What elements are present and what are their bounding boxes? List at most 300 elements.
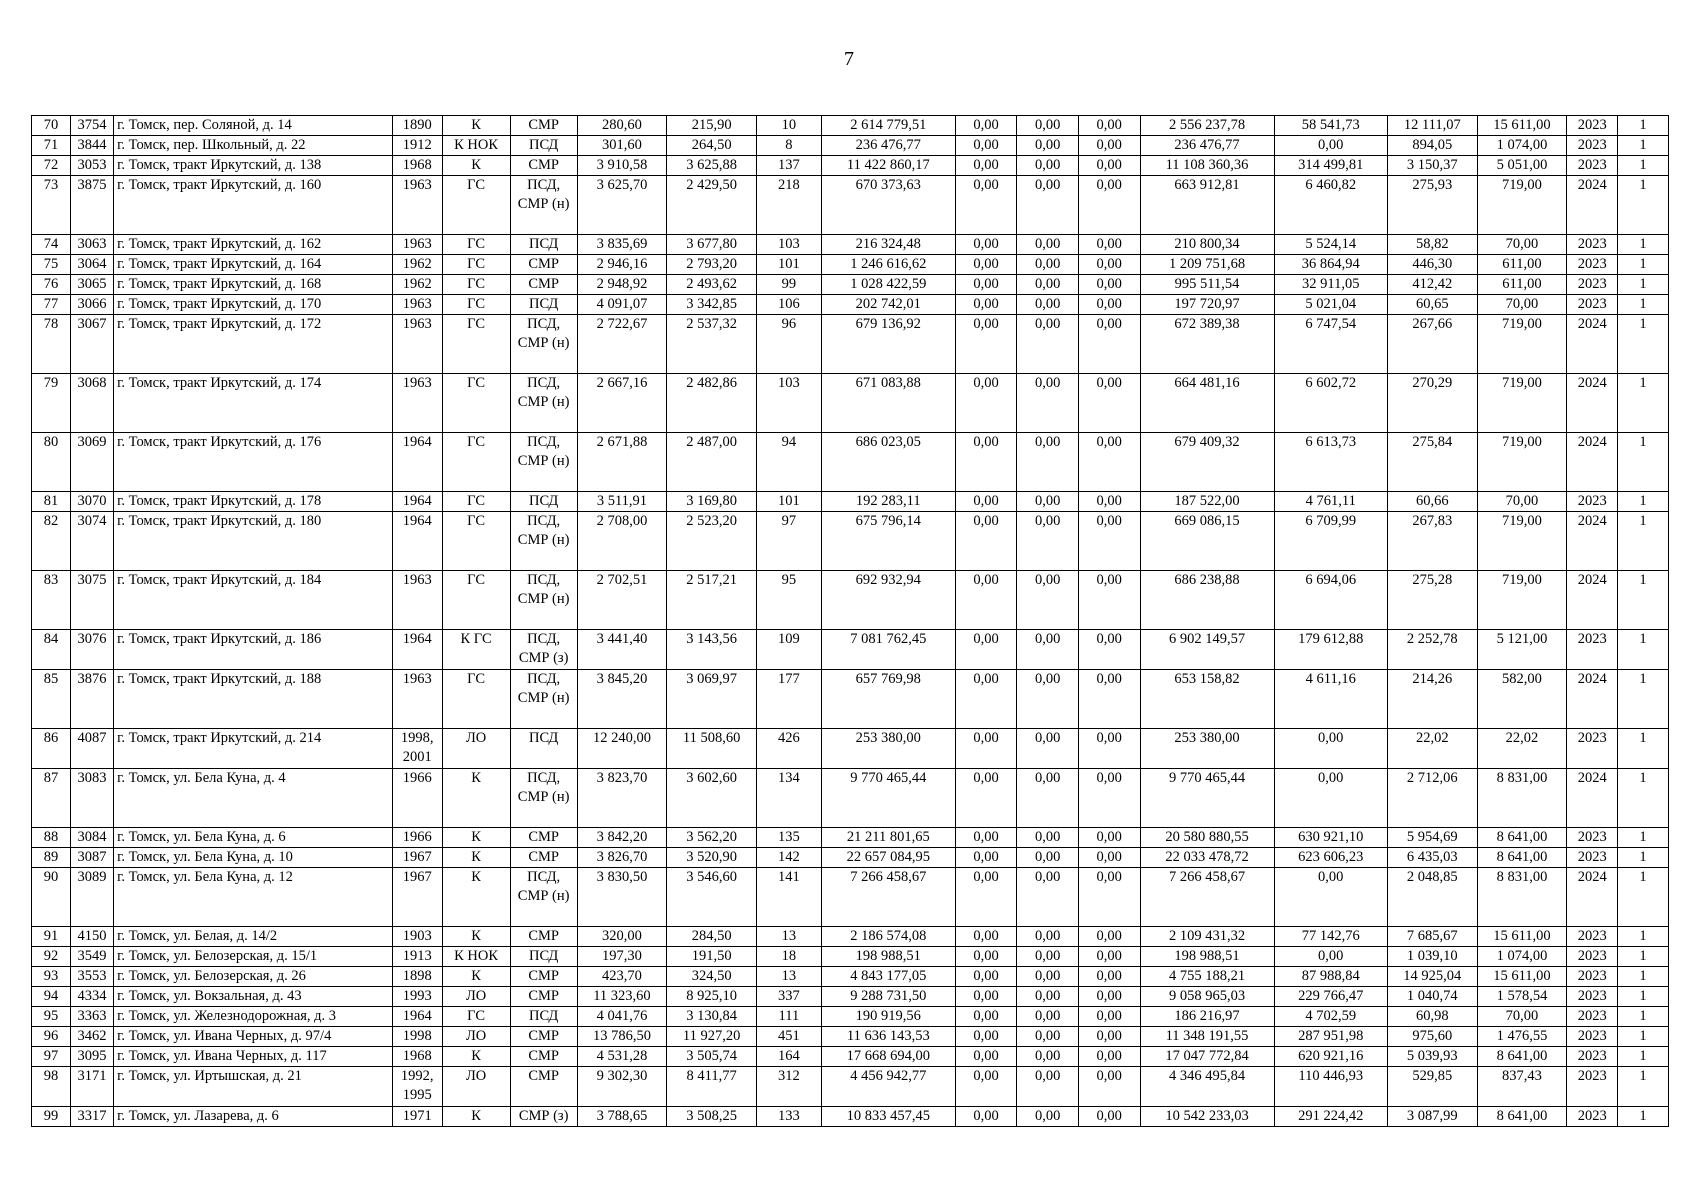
cell-row-number: 94 [32,987,71,1007]
table-row [32,116,1669,136]
cell-unit-cost: 267,66 [1387,315,1477,374]
cell-fund-local: 0,00 [1078,670,1140,729]
cell-fund-owners: 2 109 431,32 [1140,927,1274,947]
cell-fund-regional: 0,00 [1017,1027,1079,1047]
cell-unit-cost-limit: 1 074,00 [1477,947,1567,967]
cell-wall-material: К НОК [442,947,510,967]
cell-building-id: 3171 [70,1067,113,1107]
cell-building-id: 3462 [70,1027,113,1047]
cell-fund-local: 0,00 [1078,136,1140,156]
cell-total-area: 2 667,16 [577,374,667,433]
cell-residents: 109 [756,630,821,670]
cell-year-built: 1898 [392,967,442,987]
table-row [32,275,1669,295]
cell-address: г. Томск, ул. Бела Куна, д. 6 [114,828,393,848]
cell-fund-regional: 0,00 [1017,947,1079,967]
cell-building-id: 3069 [70,433,113,492]
cell-total-cost: 4 843 177,05 [821,967,955,987]
cell-building-id: 3053 [70,156,113,176]
cell-fund-other: 6 460,82 [1274,176,1387,235]
cell-year-planned: 2023 [1567,156,1618,176]
cell-fund-regional: 0,00 [1017,116,1079,136]
cell-wall-material: К ГС [442,630,510,670]
cell-work-type: ПСД [510,492,577,512]
cell-work-type: ПСД [510,1007,577,1027]
cell-row-number: 93 [32,967,71,987]
cell-fund-other: 6 613,73 [1274,433,1387,492]
cell-fund-other: 4 611,16 [1274,670,1387,729]
cell-wall-material: ГС [442,433,510,492]
cell-work-type: СМР [510,1067,577,1107]
cell-building-id: 3317 [70,1107,113,1127]
cell-year-planned: 2023 [1567,235,1618,255]
cell-method: 1 [1618,1047,1669,1067]
cell-address: г. Томск, ул. Лазарева, д. 6 [114,1107,393,1127]
cell-fund-other: 6 694,06 [1274,571,1387,630]
cell-total-area: 3 511,91 [577,492,667,512]
cell-work-type: ПСД [510,729,577,769]
cell-fund-regional: 0,00 [1017,315,1079,374]
cell-living-area: 2 523,20 [667,512,757,571]
cell-fund-owners: 11 348 191,55 [1140,1027,1274,1047]
cell-residents: 101 [756,492,821,512]
cell-residents: 133 [756,1107,821,1127]
cell-address: г. Томск, ул. Белая, д. 14/2 [114,927,393,947]
cell-work-type: ПСД, СМР (н) [510,571,577,630]
cell-fund-local: 0,00 [1078,630,1140,670]
cell-year-planned: 2023 [1567,492,1618,512]
table-row [32,729,1669,769]
cell-year-planned: 2023 [1567,927,1618,947]
cell-fund-owners: 253 380,00 [1140,729,1274,769]
cell-row-number: 71 [32,136,71,156]
cell-unit-cost-limit: 5 121,00 [1477,630,1567,670]
cell-total-area: 3 625,70 [577,176,667,235]
cell-building-id: 3067 [70,315,113,374]
cell-method: 1 [1618,374,1669,433]
table-row [32,1027,1669,1047]
cell-fund-regional: 0,00 [1017,512,1079,571]
cell-unit-cost-limit: 70,00 [1477,235,1567,255]
table-row [32,571,1669,630]
cell-wall-material: ГС [442,512,510,571]
cell-fund-other: 0,00 [1274,729,1387,769]
cell-fund-local: 0,00 [1078,571,1140,630]
cell-living-area: 2 429,50 [667,176,757,235]
cell-year-planned: 2024 [1567,769,1618,828]
cell-wall-material: ЛО [442,987,510,1007]
cell-fund-other: 623 606,23 [1274,848,1387,868]
cell-year-built: 1968 [392,156,442,176]
cell-row-number: 79 [32,374,71,433]
cell-row-number: 74 [32,235,71,255]
cell-year-planned: 2023 [1567,1007,1618,1027]
cell-fund-regional: 0,00 [1017,275,1079,295]
cell-fund-federal: 0,00 [955,1047,1017,1067]
cell-total-area: 4 091,07 [577,295,667,315]
cell-living-area: 284,50 [667,927,757,947]
cell-year-built: 1963 [392,571,442,630]
cell-total-cost: 198 988,51 [821,947,955,967]
cell-year-planned: 2023 [1567,295,1618,315]
cell-fund-other: 36 864,94 [1274,255,1387,275]
cell-unit-cost-limit: 719,00 [1477,512,1567,571]
table-row [32,235,1669,255]
cell-total-cost: 4 456 942,77 [821,1067,955,1107]
cell-method: 1 [1618,156,1669,176]
cell-fund-owners: 672 389,38 [1140,315,1274,374]
cell-address: г. Томск, ул. Иртышская, д. 21 [114,1067,393,1107]
cell-total-area: 320,00 [577,927,667,947]
cell-fund-other: 0,00 [1274,947,1387,967]
cell-fund-federal: 0,00 [955,255,1017,275]
cell-fund-owners: 186 216,97 [1140,1007,1274,1027]
cell-row-number: 70 [32,116,71,136]
cell-building-id: 4150 [70,927,113,947]
cell-fund-owners: 9 770 465,44 [1140,769,1274,828]
cell-fund-local: 0,00 [1078,374,1140,433]
cell-row-number: 81 [32,492,71,512]
cell-year-planned: 2023 [1567,1047,1618,1067]
cell-year-planned: 2023 [1567,255,1618,275]
table-row [32,512,1669,571]
cell-fund-other: 5 524,14 [1274,235,1387,255]
cell-unit-cost: 2 252,78 [1387,630,1477,670]
cell-year-built: 1964 [392,492,442,512]
cell-total-area: 9 302,30 [577,1067,667,1107]
cell-address: г. Томск, ул. Бела Куна, д. 12 [114,868,393,927]
cell-fund-federal: 0,00 [955,868,1017,927]
page-number: 7 [844,48,854,70]
cell-building-id: 3844 [70,136,113,156]
cell-unit-cost-limit: 22,02 [1477,729,1567,769]
cell-building-id: 3084 [70,828,113,848]
cell-unit-cost-limit: 15 611,00 [1477,927,1567,947]
cell-unit-cost-limit: 719,00 [1477,315,1567,374]
cell-method: 1 [1618,315,1669,374]
cell-fund-other: 314 499,81 [1274,156,1387,176]
cell-fund-owners: 6 902 149,57 [1140,630,1274,670]
cell-wall-material: К [442,848,510,868]
cell-fund-local: 0,00 [1078,868,1140,927]
cell-building-id: 3089 [70,868,113,927]
cell-fund-local: 0,00 [1078,1027,1140,1047]
cell-wall-material: ГС [442,275,510,295]
cell-method: 1 [1618,255,1669,275]
cell-fund-regional: 0,00 [1017,828,1079,848]
cell-row-number: 80 [32,433,71,492]
table-row [32,315,1669,374]
cell-fund-regional: 0,00 [1017,868,1079,927]
cell-fund-other: 4 761,11 [1274,492,1387,512]
cell-residents: 218 [756,176,821,235]
cell-total-area: 280,60 [577,116,667,136]
cell-year-planned: 2023 [1567,1027,1618,1047]
cell-fund-other: 291 224,42 [1274,1107,1387,1127]
cell-living-area: 324,50 [667,967,757,987]
cell-fund-regional: 0,00 [1017,1067,1079,1107]
cell-fund-regional: 0,00 [1017,967,1079,987]
cell-fund-local: 0,00 [1078,433,1140,492]
cell-unit-cost-limit: 611,00 [1477,255,1567,275]
cell-living-area: 2 493,62 [667,275,757,295]
cell-total-cost: 216 324,48 [821,235,955,255]
cell-fund-federal: 0,00 [955,967,1017,987]
cell-living-area: 3 169,80 [667,492,757,512]
cell-total-cost: 671 083,88 [821,374,955,433]
cell-wall-material: ГС [442,670,510,729]
cell-method: 1 [1618,512,1669,571]
cell-fund-local: 0,00 [1078,235,1140,255]
cell-unit-cost-limit: 8 641,00 [1477,848,1567,868]
cell-unit-cost: 529,85 [1387,1067,1477,1107]
cell-fund-other: 0,00 [1274,769,1387,828]
cell-address: г. Томск, тракт Иркутский, д. 168 [114,275,393,295]
cell-method: 1 [1618,275,1669,295]
cell-year-planned: 2024 [1567,374,1618,433]
cell-fund-local: 0,00 [1078,828,1140,848]
cell-building-id: 3075 [70,571,113,630]
cell-fund-owners: 187 522,00 [1140,492,1274,512]
cell-address: г. Томск, тракт Иркутский, д. 138 [114,156,393,176]
cell-method: 1 [1618,492,1669,512]
cell-total-cost: 22 657 084,95 [821,848,955,868]
cell-fund-regional: 0,00 [1017,1007,1079,1027]
cell-total-cost: 21 211 801,65 [821,828,955,848]
cell-total-cost: 657 769,98 [821,670,955,729]
cell-living-area: 191,50 [667,947,757,967]
cell-fund-owners: 210 800,34 [1140,235,1274,255]
cell-fund-federal: 0,00 [955,433,1017,492]
cell-residents: 426 [756,729,821,769]
cell-building-id: 3063 [70,235,113,255]
cell-row-number: 77 [32,295,71,315]
cell-year-planned: 2024 [1567,571,1618,630]
cell-fund-owners: 4 346 495,84 [1140,1067,1274,1107]
cell-fund-other: 87 988,84 [1274,967,1387,987]
cell-wall-material: ЛО [442,1027,510,1047]
cell-year-built: 1964 [392,1007,442,1027]
cell-year-planned: 2023 [1567,967,1618,987]
cell-method: 1 [1618,769,1669,828]
cell-wall-material: ГС [442,315,510,374]
cell-fund-local: 0,00 [1078,295,1140,315]
cell-year-built: 1971 [392,1107,442,1127]
cell-fund-local: 0,00 [1078,156,1140,176]
cell-total-area: 2 722,67 [577,315,667,374]
cell-building-id: 3087 [70,848,113,868]
cell-total-area: 2 946,16 [577,255,667,275]
cell-fund-federal: 0,00 [955,729,1017,769]
cell-building-id: 3553 [70,967,113,987]
cell-method: 1 [1618,1007,1669,1027]
cell-fund-local: 0,00 [1078,176,1140,235]
cell-method: 1 [1618,868,1669,927]
table-row [32,176,1669,235]
cell-residents: 111 [756,1007,821,1027]
cell-unit-cost: 214,26 [1387,670,1477,729]
cell-unit-cost: 7 685,67 [1387,927,1477,947]
cell-fund-federal: 0,00 [955,828,1017,848]
cell-total-cost: 11 636 143,53 [821,1027,955,1047]
cell-work-type: ПСД [510,947,577,967]
cell-fund-other: 4 702,59 [1274,1007,1387,1027]
cell-year-built: 1964 [392,630,442,670]
cell-building-id: 3083 [70,769,113,828]
cell-unit-cost: 412,42 [1387,275,1477,295]
cell-row-number: 73 [32,176,71,235]
registry-body [32,116,1669,1127]
cell-year-planned: 2023 [1567,987,1618,1007]
cell-work-type: ПСД, СМР (н) [510,315,577,374]
cell-year-built: 1963 [392,176,442,235]
cell-residents: 101 [756,255,821,275]
cell-year-planned: 2024 [1567,868,1618,927]
cell-wall-material: ГС [442,176,510,235]
cell-unit-cost: 3 087,99 [1387,1107,1477,1127]
cell-year-planned: 2023 [1567,630,1618,670]
cell-residents: 94 [756,433,821,492]
cell-fund-owners: 11 108 360,36 [1140,156,1274,176]
cell-unit-cost-limit: 719,00 [1477,433,1567,492]
cell-residents: 95 [756,571,821,630]
cell-fund-other: 6 747,54 [1274,315,1387,374]
table-row [32,868,1669,927]
cell-unit-cost-limit: 5 051,00 [1477,156,1567,176]
cell-row-number: 88 [32,828,71,848]
cell-building-id: 4087 [70,729,113,769]
cell-fund-owners: 653 158,82 [1140,670,1274,729]
cell-year-built: 1963 [392,315,442,374]
cell-unit-cost-limit: 719,00 [1477,374,1567,433]
cell-living-area: 3 508,25 [667,1107,757,1127]
cell-fund-local: 0,00 [1078,275,1140,295]
cell-year-planned: 2023 [1567,729,1618,769]
cell-residents: 10 [756,116,821,136]
cell-residents: 96 [756,315,821,374]
cell-fund-federal: 0,00 [955,235,1017,255]
cell-work-type: СМР [510,1027,577,1047]
cell-row-number: 98 [32,1067,71,1107]
table-row [32,769,1669,828]
cell-total-area: 11 323,60 [577,987,667,1007]
cell-work-type: СМР [510,967,577,987]
cell-work-type: ПСД, СМР (н) [510,868,577,927]
cell-living-area: 3 625,88 [667,156,757,176]
cell-total-area: 3 441,40 [577,630,667,670]
cell-total-cost: 236 476,77 [821,136,955,156]
cell-year-built: 1913 [392,947,442,967]
cell-address: г. Томск, ул. Вокзальная, д. 43 [114,987,393,1007]
cell-fund-owners: 20 580 880,55 [1140,828,1274,848]
cell-residents: 137 [756,156,821,176]
cell-row-number: 76 [32,275,71,295]
cell-living-area: 3 562,20 [667,828,757,848]
cell-fund-regional: 0,00 [1017,433,1079,492]
cell-unit-cost: 60,98 [1387,1007,1477,1027]
cell-fund-owners: 4 755 188,21 [1140,967,1274,987]
cell-year-built: 1998 [392,1027,442,1047]
cell-row-number: 96 [32,1027,71,1047]
cell-year-planned: 2024 [1567,512,1618,571]
cell-living-area: 8 411,77 [667,1067,757,1107]
cell-unit-cost: 5 039,93 [1387,1047,1477,1067]
cell-row-number: 91 [32,927,71,947]
cell-row-number: 75 [32,255,71,275]
cell-fund-other: 6 602,72 [1274,374,1387,433]
cell-address: г. Томск, тракт Иркутский, д. 178 [114,492,393,512]
cell-fund-other: 0,00 [1274,868,1387,927]
cell-fund-owners: 10 542 233,03 [1140,1107,1274,1127]
cell-row-number: 78 [32,315,71,374]
cell-row-number: 97 [32,1047,71,1067]
cell-year-built: 1903 [392,927,442,947]
cell-residents: 97 [756,512,821,571]
cell-fund-federal: 0,00 [955,670,1017,729]
cell-fund-local: 0,00 [1078,116,1140,136]
cell-address: г. Томск, ул. Белозерская, д. 15/1 [114,947,393,967]
cell-fund-regional: 0,00 [1017,769,1079,828]
cell-total-cost: 679 136,92 [821,315,955,374]
cell-fund-other: 77 142,76 [1274,927,1387,947]
cell-total-cost: 7 081 762,45 [821,630,955,670]
cell-method: 1 [1618,630,1669,670]
cell-living-area: 3 520,90 [667,848,757,868]
cell-method: 1 [1618,927,1669,947]
cell-unit-cost: 894,05 [1387,136,1477,156]
cell-fund-owners: 22 033 478,72 [1140,848,1274,868]
cell-unit-cost: 14 925,04 [1387,967,1477,987]
cell-method: 1 [1618,1107,1669,1127]
cell-wall-material: К [442,967,510,987]
table-row [32,987,1669,1007]
table-row [32,156,1669,176]
cell-unit-cost-limit: 70,00 [1477,492,1567,512]
cell-year-planned: 2023 [1567,947,1618,967]
cell-fund-other: 58 541,73 [1274,116,1387,136]
cell-building-id: 3064 [70,255,113,275]
cell-living-area: 3 505,74 [667,1047,757,1067]
cell-year-built: 1966 [392,828,442,848]
table-row [32,1107,1669,1127]
cell-method: 1 [1618,828,1669,848]
cell-total-area: 3 845,20 [577,670,667,729]
cell-fund-local: 0,00 [1078,729,1140,769]
table-row [32,1067,1669,1107]
cell-work-type: СМР [510,1047,577,1067]
cell-address: г. Томск, пер. Школьный, д. 22 [114,136,393,156]
cell-fund-other: 5 021,04 [1274,295,1387,315]
cell-fund-other: 110 446,93 [1274,1067,1387,1107]
cell-year-built: 1967 [392,868,442,927]
cell-total-cost: 17 668 694,00 [821,1047,955,1067]
cell-wall-material: ГС [442,295,510,315]
cell-total-area: 301,60 [577,136,667,156]
cell-fund-other: 0,00 [1274,136,1387,156]
cell-row-number: 72 [32,156,71,176]
cell-total-area: 3 788,65 [577,1107,667,1127]
cell-living-area: 3 342,85 [667,295,757,315]
cell-fund-federal: 0,00 [955,1067,1017,1107]
cell-unit-cost-limit: 8 641,00 [1477,1107,1567,1127]
cell-fund-federal: 0,00 [955,116,1017,136]
cell-wall-material: К [442,868,510,927]
cell-year-planned: 2024 [1567,315,1618,374]
cell-year-built: 1912 [392,136,442,156]
cell-unit-cost-limit: 582,00 [1477,670,1567,729]
cell-building-id: 3875 [70,176,113,235]
cell-fund-local: 0,00 [1078,315,1140,374]
